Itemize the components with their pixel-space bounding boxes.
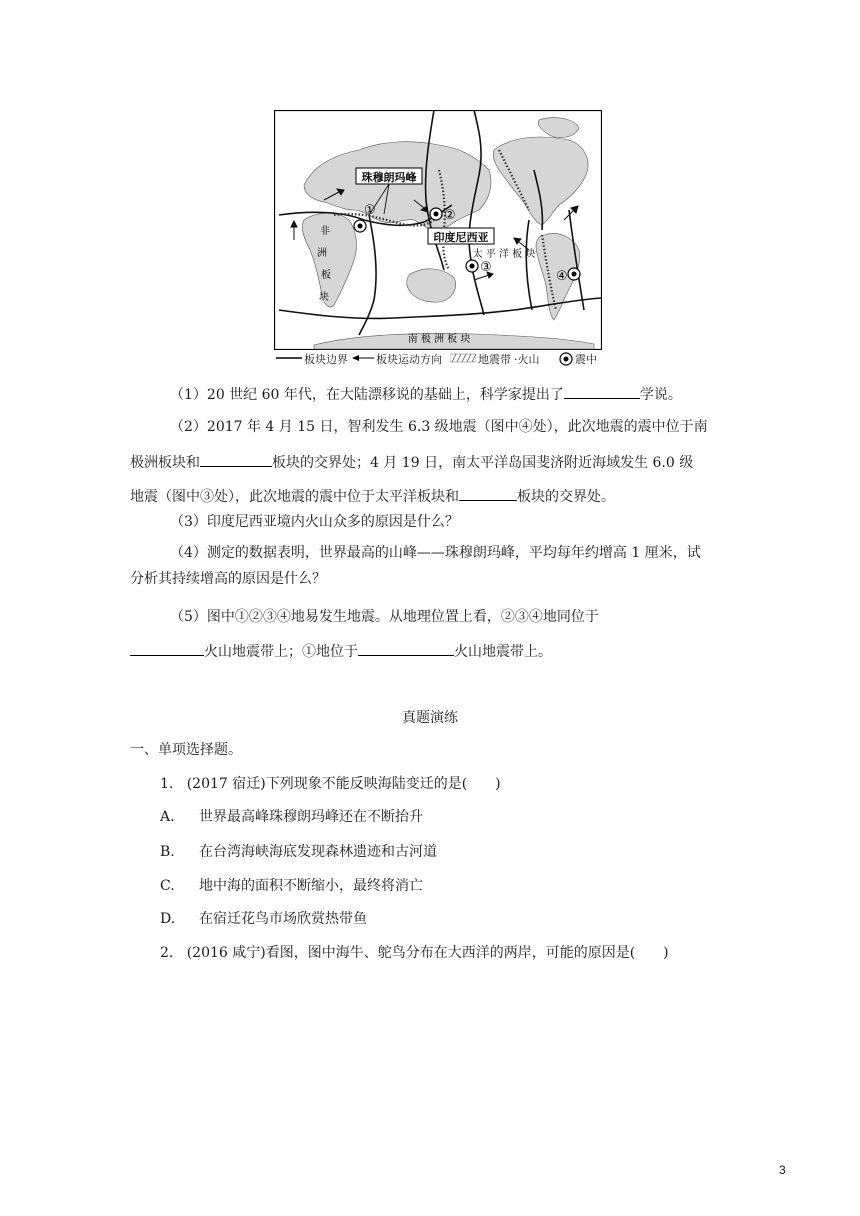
africa-char-1: 非 (320, 226, 330, 237)
mark-1: ① (364, 203, 376, 218)
map-legend (276, 351, 616, 367)
legend-boundary: 板块边界 (304, 353, 348, 366)
mcq-2: 2. (2016 咸宁)看图，图中海牛、鸵鸟分布在大西洋的两岸，可能的原因是( ) (160, 945, 669, 961)
option-c[interactable]: C. 地中海的面积不断缩小，最终将消亡 (160, 878, 423, 894)
question-5-line-1: （5）图中①②③④地易发生地震。从地理位置上看，②③④地同位于 (170, 609, 599, 625)
answer-blank[interactable] (130, 641, 204, 656)
question-5-line-2: 火山地震带上；①地位于 火山地震带上。 (130, 641, 552, 661)
option-b[interactable]: B. 在台湾海峡海底发现森林遗迹和古河道 (160, 844, 437, 860)
answer-blank[interactable] (358, 641, 454, 656)
question-1: （1）20 世纪 60 年代，在大陆漂移说的基础上，科学家提出了 学说。 (170, 384, 682, 404)
hatch-icon (450, 353, 476, 363)
epicenter-icon (559, 352, 573, 366)
question-4-line-2: 分析其持续增高的原因是什么？ (130, 571, 326, 587)
answer-blank[interactable] (200, 452, 272, 467)
legend-volcano: ·火山 (514, 353, 540, 366)
question-3: （3）印度尼西亚境内火山众多的原因是什么？ (170, 514, 459, 530)
africa-char-2: 洲 (317, 248, 327, 259)
section-title: 真题演练 (402, 710, 458, 726)
option-a[interactable]: A. 世界最高峰珠穆朗玛峰还在不断抬升 (160, 809, 423, 825)
legend-direction: 板块运动方向 (376, 353, 442, 366)
answer-blank[interactable] (564, 384, 640, 399)
mark-2: ② (444, 208, 456, 223)
question-4-line-1: （4）测定的数据表明，世界最高的山峰——珠穆朗玛峰，平均每年约增高 1 厘米，试 (170, 545, 701, 561)
part-title: 一、单项选择题。 (130, 742, 242, 758)
antarctic-plate-label: 南 极 洲 板 块 (407, 334, 471, 345)
boundary-line-icon (276, 354, 302, 362)
mcq-1: 1. (2017 宿迁)下列现象不能反映海陆变迁的是( ) (160, 776, 501, 792)
question-2-line-2: 极洲板块和 板块的交界处；4 月 19 日，南太平洋岛国斐济附近海域发生 6.0 级 (130, 452, 693, 472)
legend-belt: 地震带 (478, 353, 511, 366)
answer-blank[interactable] (459, 486, 517, 501)
question-2-line-3: 地震（图中③处），此次地震的震中位于太平洋板块和 板块的交界处。 (130, 486, 615, 506)
indonesia-label: 印度尼西亚 (433, 231, 489, 244)
page-number: 3 (779, 1163, 786, 1177)
legend-epicenter: 震中 (575, 353, 597, 366)
question-2-line-1: （2）2017 年 4 月 15 日，智利发生 6.3 级地震（图中④处），此次地震的震中位于南 (170, 419, 708, 435)
everest-label: 珠穆朗玛峰 (361, 171, 417, 184)
africa-char-4: 块 (319, 292, 329, 303)
mark-3: ③ (480, 260, 492, 275)
option-d[interactable]: D. 在宿迁花鸟市场欣赏热带鱼 (160, 911, 367, 927)
pacific-plate-label: 太 平 洋 板 块 (472, 249, 536, 260)
plate-map (274, 110, 602, 350)
africa-char-3: 板 (321, 270, 331, 281)
arrow-icon (352, 354, 374, 362)
mark-4: ④ (556, 269, 568, 284)
